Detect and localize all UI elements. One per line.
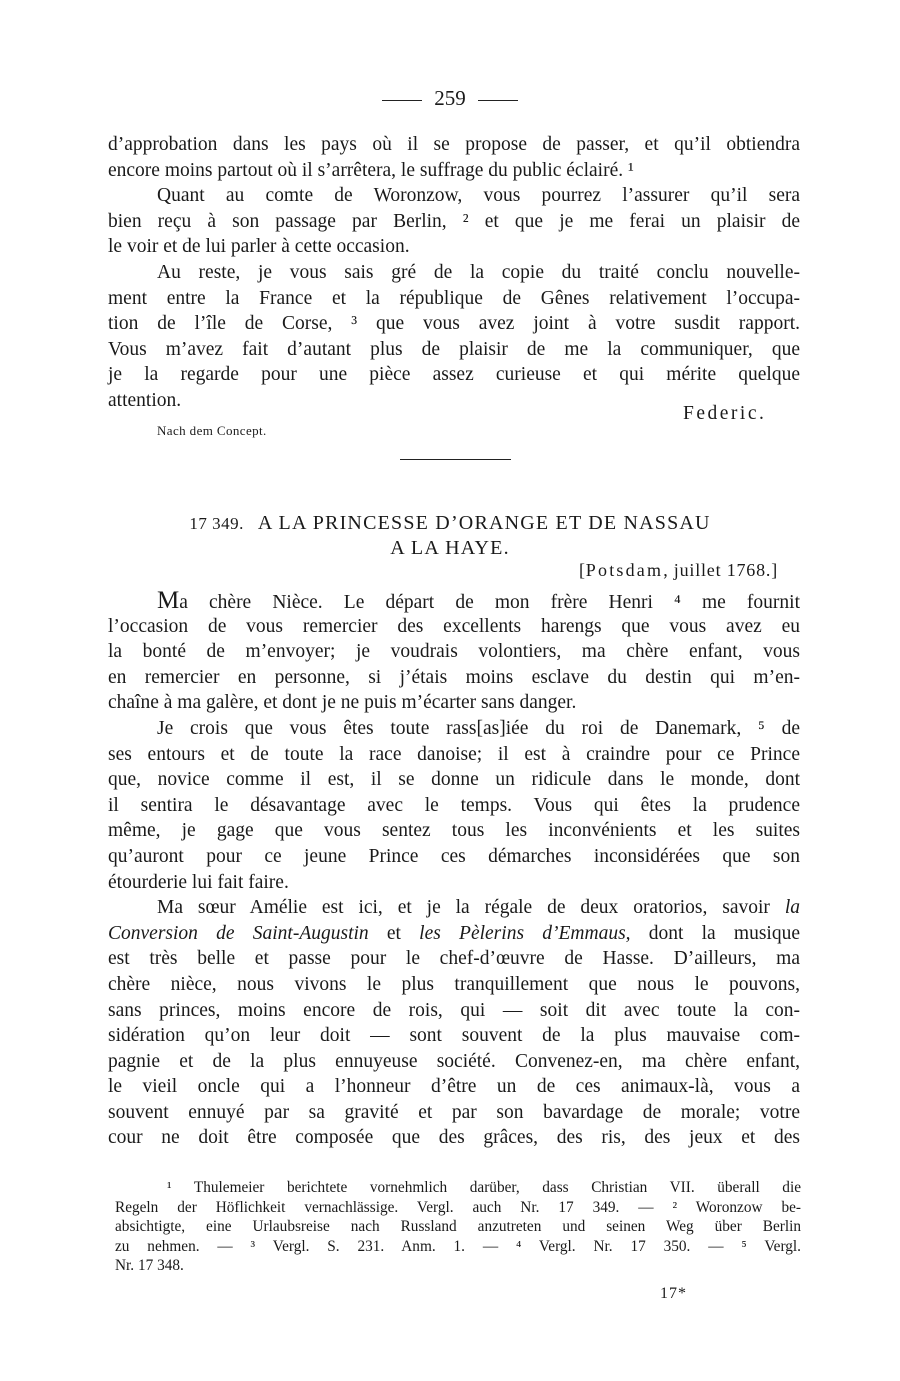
- footnote-line: Nr. 17 348.: [115, 1257, 184, 1274]
- text-line: en remercier en personne, si j’étais moins esclave du destin qui m’en-: [108, 666, 800, 688]
- text-line: Vous m’avez fait d’autant plus de plaisir de me la communiquer, que: [108, 338, 800, 360]
- letter-title: [0, 512, 900, 535]
- text-line: [108, 588, 800, 614]
- footnotes: [115, 1178, 801, 1276]
- text-line: Quant au comte de Woronzow, vous pourrez l’assurer qu’il sera: [157, 185, 800, 207]
- previous-letter-ending: [108, 132, 800, 414]
- text-line: chère nièce, nous vivons le plus tranquillement que nous le pouvons,: [108, 973, 800, 995]
- text-fragment: Ma sœur Amélie est ici, et je la régale de deux oratorios, savoir: [157, 897, 785, 919]
- text-line: Au reste, je vous sais gré de la copie du traité conclu nouvelle-: [157, 261, 800, 283]
- italic-fragment: les Pèlerins d’Emmaus,: [419, 922, 631, 944]
- text-line: sidération qu’on leur doit — sont souvent de la plus mauvaise com-: [108, 1025, 800, 1047]
- text-line: le voir et de lui parler à cette occasion.: [108, 236, 410, 258]
- dateline-place: Potsdam: [585, 560, 664, 580]
- text-line: d’approbation dans les pays où il se propose de passer, et qu’il obtiendra: [108, 134, 800, 155]
- text-line: la bonté de m’envoyer; je voudrais volontiers, ma chère enfant, vous: [108, 641, 800, 663]
- text-line: ses entours et de toute la race danoise; il est à craindre pour ce Prince: [108, 743, 800, 765]
- footnote-line: Regeln der Höflichkeit vernachlässige. Vergl. auch Nr. 17 349. — ² Woronzow be-: [115, 1198, 801, 1216]
- footnote-line: absichtigte, eine Urlaubsreise nach Russland anzutreten und seinen Weg über Berlin: [115, 1218, 801, 1235]
- page-header: [0, 86, 900, 111]
- text-line: pagnie et de la plus ennuyeuse société. Convenez-en, ma chère enfant,: [108, 1050, 800, 1072]
- section-divider: [400, 459, 511, 460]
- text-line: même, je gage que vous sentez tous les inconvénients et les suites: [108, 820, 800, 842]
- text-line: l’occasion de vous remercier des excellents harengs que vous avez eu: [108, 615, 800, 637]
- footnote-line: ¹ Thulemeier berichtete vornehmlich darüber, dass Christian VII. überall die: [167, 1179, 801, 1196]
- text-line: souvent ennuyé par sa gravité et par son bavardage de morale; votre: [108, 1101, 800, 1123]
- text-line: qu’auront pour ce jeune Prince ces démarches inconsidérées que son: [108, 845, 800, 867]
- dateline-date: , juillet 1768.]: [663, 560, 778, 580]
- text-line: le vieil oncle qui a l’honneur d’être un de ces animaux-là, vous a: [108, 1076, 800, 1098]
- text-line: ment entre la France et la république de Gênes relativement l’occupa-: [108, 287, 800, 309]
- text-line: [108, 895, 800, 921]
- text-line: chaîne à ma galère, et dont je ne puis m’écarter sans danger.: [108, 692, 577, 714]
- signature: Federic.: [683, 403, 767, 424]
- text-fragment: et: [368, 922, 420, 944]
- text-line: je la regarde pour une pièce assez curieuse et qui mérite quelque: [108, 364, 800, 386]
- initial-letter: M: [157, 587, 180, 614]
- italic-fragment: la: [784, 897, 800, 919]
- text-fragment: a chère Nièce. Le départ de mon frère Henri ⁴ me fournit: [179, 592, 800, 613]
- text-line: attention.: [108, 389, 182, 411]
- text-line: Je crois que vous êtes toute rass[as]iée du roi de Danemark, ⁵ de: [157, 717, 800, 739]
- letter-title-line2: A LA HAYE.: [390, 537, 510, 559]
- text-line: encore moins partout où il s’arrêtera, le suffrage du public éclairé. ¹: [108, 159, 634, 181]
- letter-number: 17 349.: [189, 514, 244, 533]
- text-line: étourderie lui fait faire.: [108, 871, 289, 893]
- page-number: 259: [434, 86, 466, 110]
- dateline: [579, 560, 778, 581]
- dateline-bracket: [: [578, 560, 586, 580]
- text-line: sans princes, moins encore de rois, qui — soit dit avec toute la con-: [108, 999, 800, 1021]
- footnote-line: zu nehmen. — ³ Vergl. S. 231. Anm. 1. — ⁴ Vergl. Nr. 17 350. — ⁵ Vergl.: [115, 1237, 801, 1255]
- letter-body: [108, 588, 800, 1151]
- italic-fragment: Conversion de Saint-Augustin: [108, 922, 369, 944]
- letter-title-line1: A LA PRINCESSE D’ORANGE ET DE NASSAU: [257, 512, 711, 534]
- header-dash-left: [382, 100, 422, 101]
- signature-mark: 17*: [660, 1285, 687, 1302]
- text-line: tion de l’île de Corse, ³ que vous avez joint à votre susdit rapport.: [108, 313, 800, 335]
- header-dash-right: [478, 100, 518, 101]
- text-line: est très belle et passe pour le chef-d’œuvre de Hasse. D’ailleurs, ma: [108, 948, 800, 970]
- text-line: cour ne doit être composée que des grâces, des ris, des jeux et des: [108, 1127, 800, 1149]
- text-fragment: dont la musique: [630, 922, 800, 944]
- text-line: [108, 921, 800, 947]
- text-line: que, novice comme il est, il se donne un ridicule dans le monde, dont: [108, 769, 800, 791]
- text-line: bien reçu à son passage par Berlin, ² et que je me ferai un plaisir de: [108, 210, 800, 232]
- source-note: Nach dem Concept.: [157, 423, 267, 438]
- text-line: il sentira le désavantage avec le temps. Vous qui êtes la prudence: [108, 794, 800, 816]
